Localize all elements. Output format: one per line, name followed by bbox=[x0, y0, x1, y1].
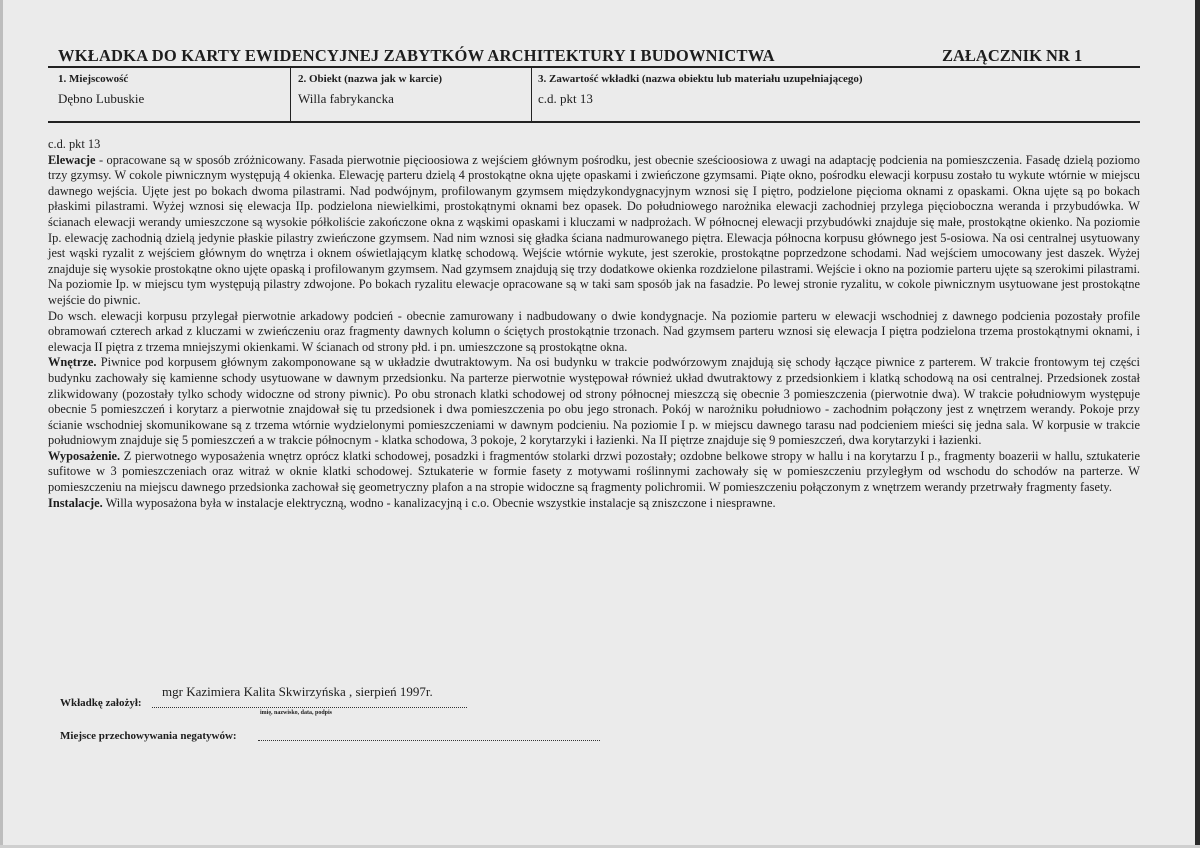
field-divider bbox=[290, 68, 291, 121]
header-rule-bottom bbox=[48, 121, 1140, 123]
field-label-object: 2. Obiekt (nazwa jak w karcie) bbox=[298, 73, 443, 85]
field-value-object: Willa fabrykancka bbox=[298, 91, 394, 106]
field-value-locality: Dębno Lubuskie bbox=[58, 91, 145, 106]
scan-edge-right bbox=[1195, 0, 1200, 848]
paragraph-heading: Wnętrze. bbox=[48, 355, 97, 370]
paragraph-text: Z pierwotnego wyposażenia wnętrz oprócz klatki schodowej, posadzki i fragmentów stolarki drzwi pozostały; ozdobne belkowe stropy w hallu i na korytarzu I p., fragmenty boazerii w hallu, sztukaterie sufitowe w 3 pomieszczeniach oraz witraż w oknie klatki schodowej. Sztukaterie w formie fasety z motywami roślinnymi zachowały się w pomieszczeniu przyległym od wschodu do schodów na parterze. W pomieszczeniu na miejscu dawnego przedsionka zachował się geometryczny plafon a na stropie widoczne są fragmenty polichromii. W pomieszczeniu połączonym z wnętrzem werandy przetrwały fragmenty fasety. bbox=[48, 448, 1140, 495]
description-body bbox=[48, 137, 1140, 511]
author-label: Wkładkę założył: bbox=[60, 697, 142, 709]
field-label-contents: 3. Zawartość wkładki (nazwa obiektu lub materiału uzupełniającego) bbox=[538, 73, 863, 85]
paragraph-instalacje bbox=[48, 496, 1140, 512]
author-signature-value: mgr Kazimiera Kalita Skwirzyńska , sierpień 1997r. bbox=[162, 684, 433, 699]
paragraph-elewacje bbox=[48, 153, 1140, 309]
paragraph-text: Piwnice pod korpusem głównym zakomponowane są w układzie dwutraktowym. Na osi budynku w trakcie podwórzowym znajdują się schody łączące piwnice z parterem. W trakcie frontowym tej części budynku zachowały się kamienne schody usytuowane w dawnym przedsionku. Na parterze pierwotnie występował również układ dwutraktowy z przedsionkiem i klatką schodową na osi centralnej. Przedsionek został zlikwidowany (pozostały tylko schody widoczne od strony piwnic). Po obu stronach klatki schodowej od strony północnej mieszczą się obecnie 3 pomieszczenia (pierwotnie dwa). W trakcie południowym występuje obecnie 5 pomieszczeń i korytarz a pierwotnie znajdował się tu przedsionek i dwa pomieszczenia po obu jego stronach. Pokój w narożniku południowo - zachodnim połączony jest z wnętrzem werandy. Pokoje przy ścianie wschodniej skomunikowane są z trzema wtórnie wydzielonymi pomieszczeniami w dawnym podcieniu. Na poziomie I p. w miejscu dawnego tarasu nad podcieniem mieści się jedna sala. W korpusie w trakcie południowym znajduje się 5 pomieszczeń a w trakcie północnym - klatka schodowa, 3 pokoje, 2 korytarzyki i łazienki. Na II piętrze znajduje się 9 pomieszczeń, dwa korytarzyki i łazienki. bbox=[48, 355, 1140, 448]
paragraph-text: - opracowane są w sposób zróżnicowany. Fasada pierwotnie pięcioosiowa z wejściem głównym pośrodku, jest obecnie sześcioosiowa z uwagi na adaptację podcienia na pomieszczenia. Fasadę dzielą poziomo trzy gzymsy. W cokole piwnicznym występują 4 okienka. Elewację parteru dzielą 4 prostokątne okna ujęte opaskami i zwieńczone gzymsami. Piąte okno, pośrodku elewacji korpusu zostało tu wykute wtórnie w miejscu dawnego wejścia. Ujęte jest po bokach dwoma pilastrami. Nad podwójnym, profilowanym gzymsem międzykondygnacyjnym wznosi się I piętro, podzielone pięcioma oknami z opaskami. Okna ujęte są po bokach płaskimi pilastrami. Wyżej wznosi się elewacja IIp. podzielona niewielkimi, prostokątnymi oknami bez opasek. Do południowego narożnika elewacji zachodniej przylega pięcioboczna weranda i przybudówka. W ścianach elewacji werandy umieszczone są wysokie półkoliście zakończone okna z wąskimi opaskami i kluczami w nadprożach. W północnej elewacji przybudówki znajduje się małe, prostokątne okienko. Na poziomie Ip. elewację zachodnią dzielą jedynie płaskie pilastry zwieńczone gzymsem. Nad nim wznosi się gładka ściana nadmurowanego piętra. Elewacja północna korpusu głównego jest 5-osiowa. Na osi centralnej usytuowany jest wąski ryzalit z wejściem głównym do wnętrza i oknem oświetlającym klatkę schodową. Wejście wtórnie wykute, jest szerokie, prostokątne poprzedzone schodami. Nad wejściem umocowany jest daszek. Wyżej znajduje się wysokie prostokątne okno ujęte opaską i profilowanym gzymsem. Nad gzymsem znajdują się trzy dodatkowe okienka rozdzielone pilastrami. Wejście i okno na poziomie parteru ujęte są szerokimi pilastrami. Na poziomie Ip. w miejscu tym występują pilastry zdwojone. Po bokach ryzalitu elewacje opracowane są w taki sam sposób jak na fasadzie. Po lewej stronie ryzalitu, w cokole piwnicznym usytuowane jest prostokątne wejście do piwnic. bbox=[48, 152, 1140, 307]
paragraph-wnetrze bbox=[48, 355, 1140, 449]
author-dotted-line bbox=[152, 707, 467, 708]
author-hint: imię, nazwisko, data, podpis bbox=[260, 710, 333, 716]
intro-line: c.d. pkt 13 bbox=[48, 137, 101, 151]
field-divider bbox=[531, 68, 532, 121]
paragraph-heading: Wyposażenie. bbox=[48, 448, 121, 463]
paragraph-heading: Elewacje bbox=[48, 152, 96, 167]
scan-edge-left bbox=[0, 0, 3, 848]
negatives-dotted-line bbox=[258, 740, 600, 741]
paragraph-heading: Instalacje. bbox=[48, 495, 103, 510]
paragraph-text: Willa wyposażona była w instalacje elektryczną, wodno - kanalizacyjną i c.o. Obecnie wszystkie instalacje są zniszczone i niesprawne. bbox=[102, 495, 776, 510]
paragraph-wyposazenie bbox=[48, 449, 1140, 496]
paragraph-podcien bbox=[48, 309, 1140, 356]
paragraph-text: Do wsch. elewacji korpusu przylegał pierwotnie arkadowy podcień - obecnie zamurowany i nadbudowany o dwie kondygnacje. Na poziomie parteru w elewacji wschodniej z dawnego podcienia pozostały profile obramowań czterech arkad z kluczami w zwieńczeniu oraz fragmenty dawnych kolumn o ściętych prostokątnie trzonach. Nad gzymsem parteru wznosi się elewacja I piętra podzielona trzema prostokątnymi oknami, i elewacja II piętra z trzema mniejszymi okienkami. W ścianach od strony płd. i pn. umieszczone są prostokątne okna. bbox=[48, 308, 1140, 354]
form-title: WKŁADKA DO KARTY EWIDENCYJNEJ ZABYTKÓW ARCHITEKTURY I BUDOWNICTWA bbox=[58, 46, 775, 65]
field-value-contents: c.d. pkt 13 bbox=[538, 91, 593, 106]
annex-number: ZAŁĄCZNIK NR 1 bbox=[942, 46, 1083, 65]
negatives-label: Miejsce przechowywania negatywów: bbox=[60, 730, 237, 742]
field-label-locality: 1. Miejscowość bbox=[58, 73, 129, 85]
header-rule-top bbox=[48, 66, 1140, 68]
